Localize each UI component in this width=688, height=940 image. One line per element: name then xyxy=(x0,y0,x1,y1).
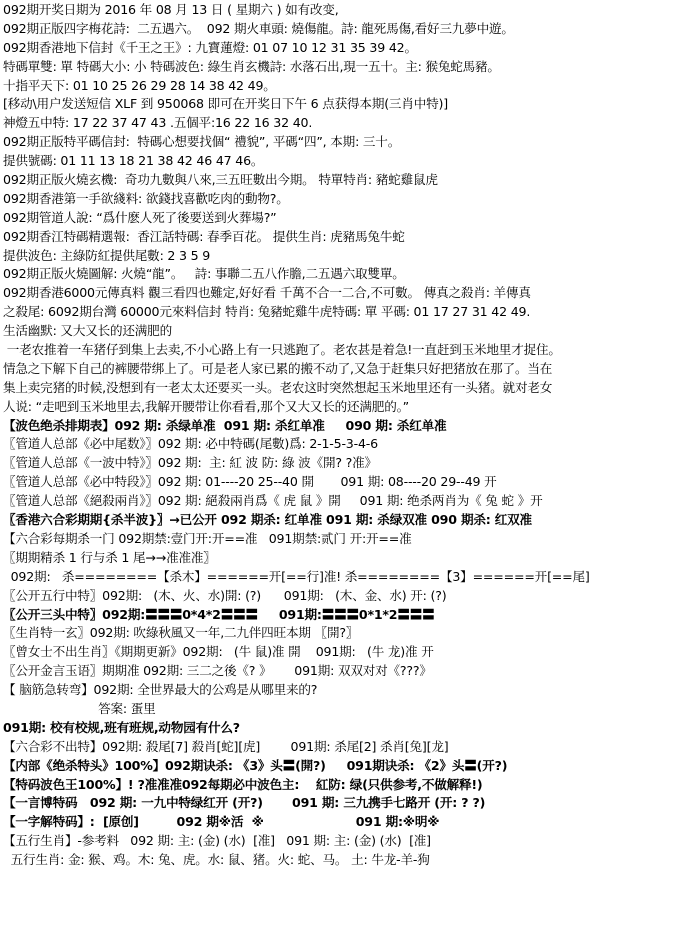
text-line: 〖管道人总部《必中特段》〗092 期: 01----20 25--40 開 091 期: 08----20 29--49 开 xyxy=(3,474,497,490)
text-line: 〖生肖特一玄〗092期: 吹綠秋風又一年,二九伴四旺本期 〖開?〗 xyxy=(3,625,359,641)
text-line: 092期香港第一手欲綫料: 欲錢找喜歡吃肉的動物?。 xyxy=(3,190,289,206)
text-line: 092期香港6000元傳真料 觀三看四也難定,好好看 千萬不合一二合,不可數。 傳真之殺肖: 羊傳真 xyxy=(3,285,531,301)
text-line: 答案: 蛋里 xyxy=(3,700,156,716)
text-line: 【五行生肖】-参考料 092 期: 主: (金) (水) [准] 091 期: 主: (金) (水) [准] xyxy=(3,833,431,849)
text-line: 〖管道人总部《必中尾数》〗092 期: 必中特碼(尾數)爲: 2-1-5-3-4-6 xyxy=(3,436,378,452)
text-line: 〖管道人总部《絕殺兩肖》〗092 期: 絕殺兩肖爲《 虎 鼠 》開 091 期: 绝杀两肖为《 兔 蛇 》开 xyxy=(3,493,543,509)
text-line: 【内部《绝杀特头》100%】092期诀杀: 《3》头〓(開?) 091期诀杀: 《2》头〓(开?) xyxy=(3,757,508,773)
text-line: 092期: 杀========【杀木】======开[==行]准! 杀========【3】======开[==尾] xyxy=(3,568,590,584)
text-line: 【六合彩不出特】092期: 殺尾[7] 殺肖[蛇][虎] 091期: 杀尾[2] 杀肖[兔][龙] xyxy=(3,738,449,754)
text-line: 情急之下解下自己的裤腰带绑上了。可是老人家已累的搬不动了,又急于赶集只好把猪放在那了。当在 xyxy=(3,360,553,376)
text-line: 〖曾女士不出生肖〗《期期更新》092期: (牛 鼠)准 開 091期: (牛 龙)准 开 xyxy=(3,644,434,660)
text-line: 092期香港地下信封《千王之王》: 九寶蓮燈: 01 07 10 12 31 35 39 42。 xyxy=(3,39,417,55)
text-line: 十指平天下: 01 10 25 26 29 28 14 38 42 49。 xyxy=(3,77,276,93)
text-line: 092期正版特平碼信封: 特碼心想要找個“ 禮貌”, 平碼“四”, 本期: 三十。 xyxy=(3,134,401,150)
text-line: 提供波色: 主綠防紅提供尾數: 2 3 5 9 xyxy=(3,247,211,263)
text-line: 〖公开金言玉语〗期期准 092期: 三二之後《? 》 091期: 双双对对《???》 xyxy=(3,663,432,679)
text-line: 092期香江特碼精選報: 香江話特碼: 春季百花。 提供生肖: 虎豬馬兔牛蛇 xyxy=(3,228,405,244)
text-line: 神燈五中特: 17 22 37 47 43 .五個平:16 22 16 32 40. xyxy=(3,115,313,131)
text-line: 092期正版火燒圖解: 火燒“龍”。 詩: 事聯二五八作膽,二五遇六取雙單。 xyxy=(3,266,405,282)
text-line: 092期开奖日期为 2016 年 08 月 13 日 ( 星期六 ) 如有改变, xyxy=(3,2,339,17)
text-line: 【 脑筋急转弯】092期: 全世界最大的公鸡是从哪里来的? xyxy=(3,682,318,698)
text-line: [移动\用户发送短信 XLF 到 950068 即可在开奖日下午 6 点获得本期(三肖中特)] xyxy=(3,96,448,112)
text-line: 生活幽默: 又大又长的还满肥的 xyxy=(3,323,172,339)
text-line: 〖香港六合彩期期{杀半波}〗→已公开 092 期杀: 红单准 091 期: 杀绿双准 090 期杀: 红双准 xyxy=(3,512,532,528)
text-line: 【六合彩每期杀一门 092期禁:壹门开:开==准 091期禁:贰门 开:开==准 xyxy=(3,530,412,546)
text-line: 特碼單雙: 單 特碼大小: 小 特碼波色: 綠生肖玄機詩: 水落石出,現一五十。主: 猴兔蛇馬豬。 xyxy=(3,58,500,74)
text-line: 人说: “走吧到玉米地里去,我解开腰带让你看看,那个又大又长的还满肥的。” xyxy=(3,398,410,414)
text-line: 五行生肖: 金: 猴、鸡。木: 兔、虎。水: 鼠、猪。火: 蛇、马。 土: 牛龙-羊-狗 xyxy=(3,852,430,868)
text-line: 〖期期精杀 1 行与杀 1 尾→→准准准〗 xyxy=(3,549,216,565)
text-line: 091期: 校有校规,班有班规,动物园有什么? xyxy=(3,719,240,735)
text-line: 〖公开五行中特〗092期: (木、火、水)開: (?) 091期: (木、金、水) 开: (?) xyxy=(3,587,447,603)
text-line: 【一字解特码】: [原创] 092 期※活 ※ 091 期:※明※ xyxy=(3,814,440,830)
text-line: 【波色绝杀排期表】092 期: 杀绿单准 091 期: 杀红单准 090 期: 杀红单准 xyxy=(3,417,447,433)
text-line: 集上卖完猪的时候,没想到有一老太太还要买一头。老农这时突然想起玉米地里还有一头猪。就对老女 xyxy=(3,379,553,395)
text-line: 【特码波色王100%】! ?准准准092每期必中波色主: 紅防: 绿(只供参考,不做解释!) xyxy=(3,776,483,792)
text-line: 092期正版火燒玄機: 奇功九數與八來,三五旺數出今期。 特單特肖: 豬蛇雞鼠虎 xyxy=(3,172,438,188)
text-line: 【一言博特码 092 期: 一九中特绿红开 (开?) 091 期: 三九携手七路开 (开: ? ?) xyxy=(3,795,486,811)
text-line: 之殺尾: 6092期台灣 60000元來料信封 特肖: 兔豬蛇雞牛虎特碼: 單 平碼: 01 17 27 31 42 49. xyxy=(3,304,531,320)
text-line: 〖管道人总部《一波中特》〗092 期: 主: 紅 波 防: 綠 波《開? ?准》 xyxy=(3,455,377,471)
text-line: 一老农推着一车猪仔到集上去卖,不小心路上有一只逃跑了。老农甚是着急!一直赶到玉米地里才捉住。 xyxy=(3,342,561,358)
text-line: 提供號碼: 01 11 13 18 21 38 42 46 47 46。 xyxy=(3,153,264,169)
text-line: 〖公开三头中特〗092期:〓〓〓0*4*2〓〓〓 091期:〓〓〓0*1*2〓〓〓 xyxy=(3,606,435,622)
text-line: 092期管道人說: “爲什麽人死了後要送到火葬場?” xyxy=(3,209,277,225)
text-line: 092期正版四字梅花詩: 二五遇六。 092 期火車頭: 燒傷龍。詩: 龍死馬傷,看好三九夢中遊。 xyxy=(3,20,514,36)
